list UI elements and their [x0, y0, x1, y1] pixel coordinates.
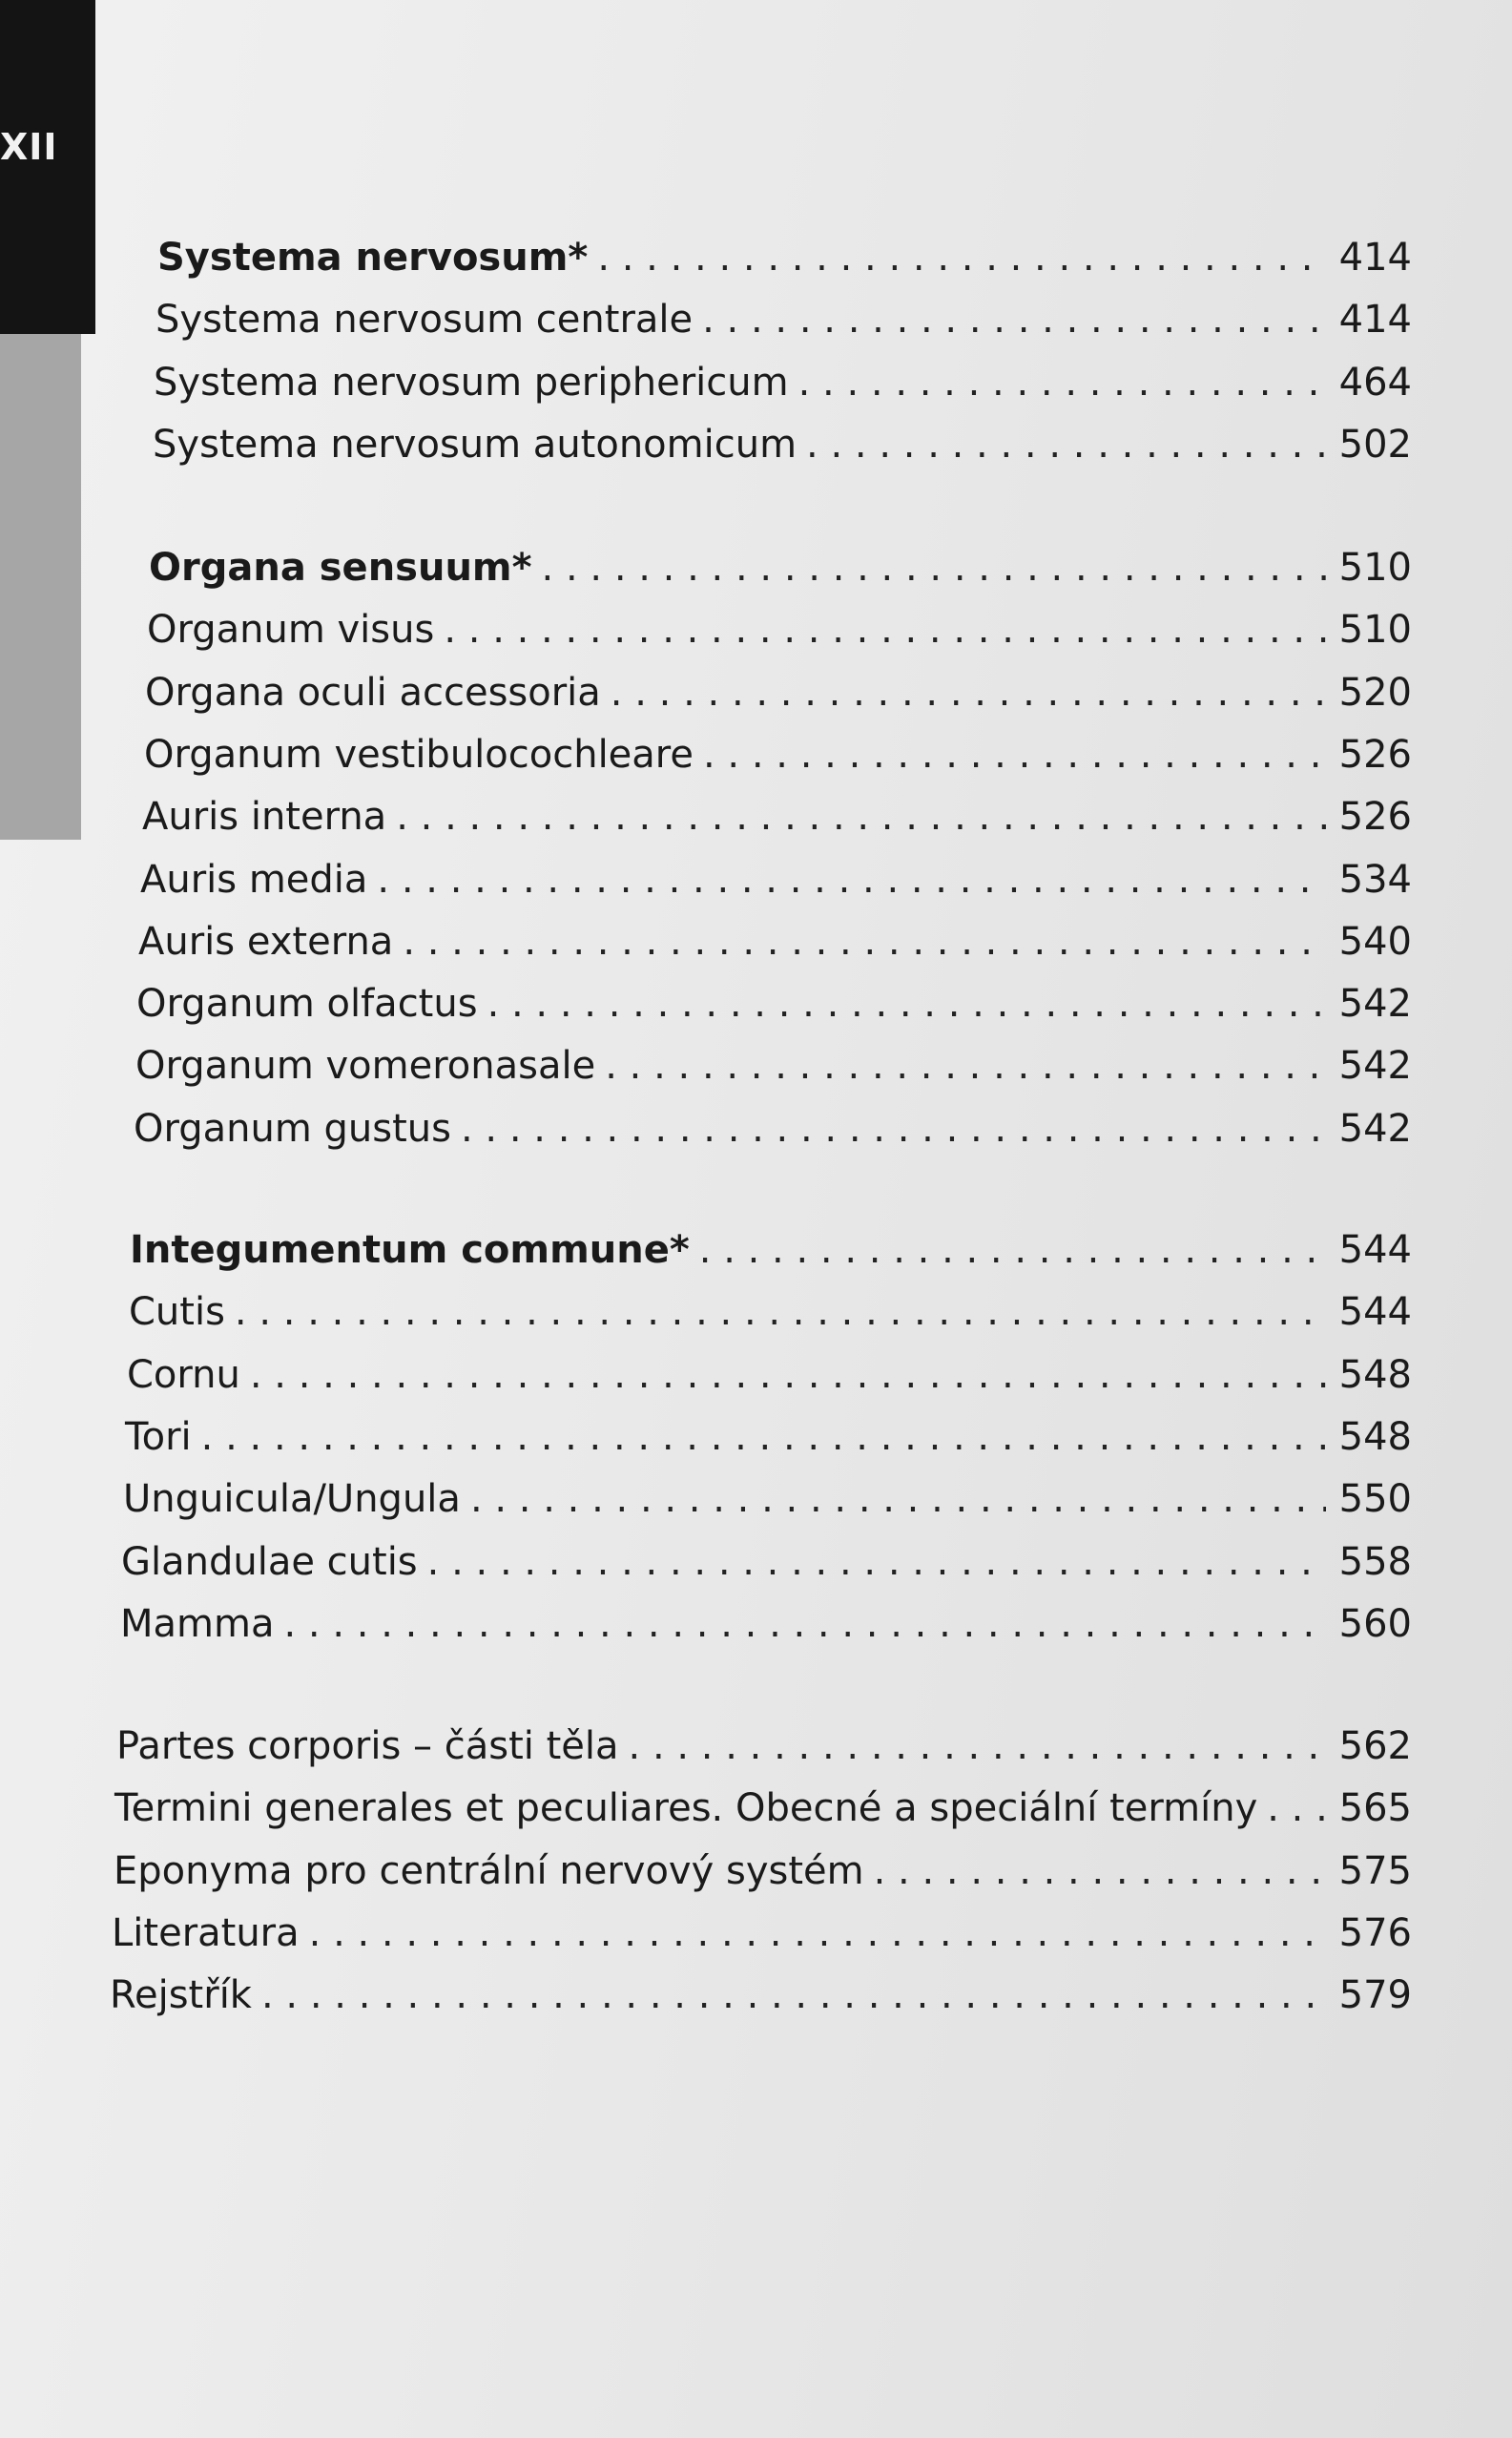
toc-entry-title: Tori	[125, 1414, 192, 1459]
toc-leader-dots	[261, 1967, 1326, 2024]
toc-leader-dots	[874, 1843, 1326, 1900]
toc-entry	[145, 664, 1412, 721]
toc-entry-title: Systema nervosum autonomicum	[153, 422, 797, 467]
toc-leader-dots	[605, 1037, 1326, 1094]
toc-leader-dots	[629, 1718, 1326, 1775]
toc-entry-page: 520	[1338, 670, 1412, 715]
toc-entry-title: Organum vestibulocochleare	[144, 732, 694, 777]
toc-leader-dots	[444, 601, 1326, 658]
toc-entry	[157, 229, 1412, 286]
toc-entry	[130, 1221, 1412, 1279]
toc-entry	[135, 1037, 1412, 1094]
toc-entry-title: Termini generales et peculiares. Obecné a speciální termíny	[114, 1786, 1258, 1831]
toc-entry-title: Systema nervosum*	[157, 236, 589, 280]
toc-entry-page: 526	[1338, 732, 1412, 777]
toc-entry-title: Auris interna	[142, 795, 387, 840]
toc-leader-dots	[309, 1905, 1326, 1962]
toc-entry-title: Auris media	[140, 857, 368, 902]
toc-entry-page: 502	[1338, 422, 1412, 467]
toc-entry-page: 562	[1338, 1724, 1412, 1768]
toc-entry-page: 542	[1338, 1106, 1412, 1151]
toc-entry-page: 548	[1338, 1414, 1412, 1459]
toc-entry	[120, 1595, 1412, 1653]
toc-leader-dots	[487, 975, 1326, 1032]
toc-entry-title: Auris externa	[138, 919, 394, 964]
toc-entry	[142, 788, 1412, 845]
toc-entry-page: 550	[1338, 1477, 1412, 1522]
toc-entry	[114, 1843, 1412, 1900]
toc-leader-dots	[798, 354, 1326, 411]
toc-leader-dots	[396, 788, 1326, 845]
toc-leader-dots	[702, 291, 1326, 348]
toc-entry-page: 575	[1338, 1848, 1412, 1893]
toc-entry	[140, 851, 1412, 908]
toc-entry-title: Organa sensuum*	[149, 546, 532, 590]
toc-entry-page: 510	[1338, 546, 1412, 590]
toc-leader-dots	[427, 1533, 1326, 1591]
toc-entry-title: Integumentum commune*	[130, 1228, 690, 1272]
toc-leader-dots	[235, 1283, 1326, 1341]
toc-entry-title: Organum olfactus	[136, 982, 478, 1027]
toc-entry	[136, 975, 1412, 1032]
toc-leader-dots	[542, 539, 1326, 596]
toc-entry-page: 510	[1338, 608, 1412, 653]
toc-entry-title: Partes corporis – části těla	[116, 1724, 619, 1768]
toc-entry-page: 548	[1338, 1352, 1412, 1397]
toc-entry	[149, 539, 1412, 596]
toc-entry-title: Glandulae cutis	[121, 1539, 418, 1584]
toc-entry-page: 534	[1338, 857, 1412, 902]
toc-entry-title: Mamma	[120, 1601, 275, 1646]
toc-entry-page: 579	[1338, 1973, 1412, 2018]
toc-entry	[116, 1718, 1412, 1775]
toc-entry	[154, 354, 1412, 411]
toc-entry-title: Unguicula/Ungula	[123, 1477, 461, 1522]
toc-entry-page: 544	[1338, 1228, 1412, 1272]
toc-entry	[110, 1967, 1412, 2024]
toc-entry-page: 565	[1338, 1786, 1412, 1831]
toc-entry	[121, 1533, 1412, 1591]
toc-entry-page: 560	[1338, 1601, 1412, 1646]
toc-entry-title: Organum vomeronasale	[135, 1044, 596, 1089]
toc-leader-dots	[806, 416, 1326, 473]
toc-entry-page: 558	[1338, 1539, 1412, 1584]
toc-entry-title: Cornu	[127, 1352, 240, 1397]
toc-entry-page: 542	[1338, 1044, 1412, 1089]
toc-entry-title: Systema nervosum periphericum	[154, 360, 789, 405]
toc-entry-page: 526	[1338, 795, 1412, 840]
toc-entry-page: 414	[1338, 298, 1412, 343]
toc-entry-title: Organum gustus	[134, 1106, 451, 1151]
toc-leader-dots	[611, 664, 1326, 721]
toc-entry	[138, 913, 1412, 970]
toc-leader-dots	[470, 1470, 1326, 1528]
toc-entry	[114, 1780, 1412, 1837]
page-number: XII	[0, 126, 58, 168]
toc-entry-title: Organa oculi accessoria	[145, 670, 601, 715]
toc-entry-title: Rejstřík	[110, 1973, 252, 2018]
toc-entry	[112, 1905, 1412, 1962]
toc-leader-dots	[1267, 1780, 1326, 1837]
toc-entry	[127, 1346, 1412, 1404]
toc-leader-dots	[250, 1346, 1326, 1404]
toc-entry-page: 464	[1338, 360, 1412, 405]
toc-entry-page: 414	[1338, 236, 1412, 280]
toc-entry	[129, 1283, 1412, 1341]
toc-entry-page: 540	[1338, 919, 1412, 964]
toc-leader-dots	[597, 229, 1326, 286]
toc-entry	[134, 1100, 1412, 1157]
toc-leader-dots	[377, 851, 1326, 908]
toc-leader-dots	[461, 1100, 1326, 1157]
toc-entry	[125, 1408, 1412, 1466]
toc-entry-page: 544	[1338, 1290, 1412, 1335]
toc-entry	[155, 291, 1412, 348]
toc-entry	[123, 1470, 1412, 1528]
toc-leader-dots	[403, 913, 1326, 970]
toc-entry-page: 576	[1338, 1910, 1412, 1955]
toc-leader-dots	[699, 1221, 1326, 1279]
toc-entry	[153, 416, 1412, 473]
toc-entry-page: 542	[1338, 982, 1412, 1027]
toc-leader-dots	[703, 726, 1326, 783]
toc-leader-dots	[283, 1595, 1326, 1653]
toc-entry-title: Cutis	[129, 1290, 225, 1335]
toc-entry	[147, 601, 1412, 658]
toc-entry-title: Eponyma pro centrální nervový systém	[114, 1848, 864, 1893]
toc-leader-dots	[201, 1408, 1326, 1466]
toc-entry	[144, 726, 1412, 783]
toc-entry-title: Systema nervosum centrale	[155, 298, 694, 343]
toc-entry-title: Literatura	[112, 1910, 300, 1955]
toc-entry-title: Organum visus	[147, 608, 435, 653]
